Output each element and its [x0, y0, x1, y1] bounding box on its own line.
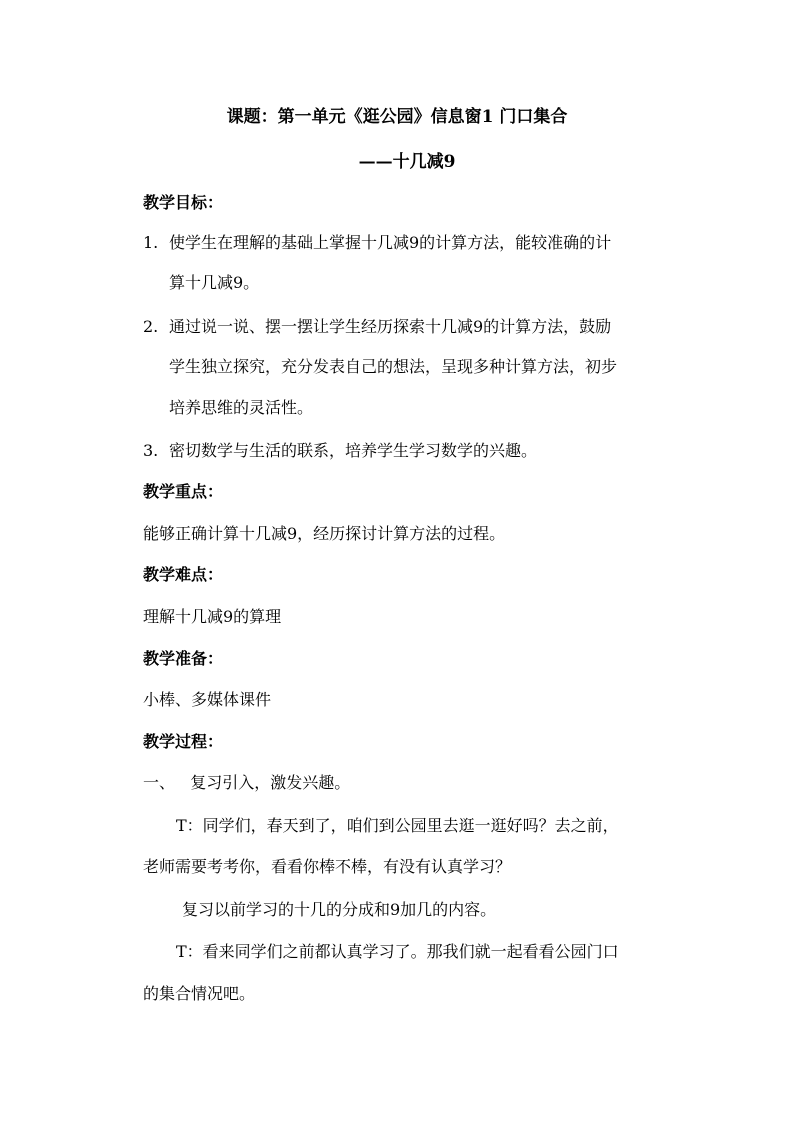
objectives-heading: 教学目标：	[143, 193, 224, 212]
objective-item-3	[143, 440, 537, 462]
preparation-heading: 教学准备：	[143, 649, 224, 668]
objective-item-1	[143, 232, 611, 254]
objective-item-2	[143, 316, 611, 338]
key-points-heading: 教学重点：	[143, 482, 224, 501]
objective-text: 使学生在理解的基础上掌握十几减9的计算方法，能较准确的计	[169, 233, 612, 252]
process-step-1: 一、 复习引入，激发兴趣。	[143, 773, 351, 792]
objective-number: 2.	[143, 317, 159, 336]
objective-item-1-cont: 算十几减9。	[169, 273, 260, 292]
objective-text: 通过说一说、摆一摆让学生经历探索十几减9的计算方法，鼓励	[169, 317, 612, 336]
objective-number: 1.	[143, 233, 159, 252]
preparation-text: 小棒、多媒体课件	[143, 690, 272, 709]
difficulties-text: 理解十几减9的算理	[143, 607, 282, 626]
objective-text: 密切数学与生活的联系，培养学生学习数学的兴趣。	[169, 441, 538, 460]
objective-item-2-cont-2: 培养思维的灵活性。	[169, 398, 314, 417]
objective-number: 3.	[143, 441, 159, 460]
process-paragraph-3-line-1: T：看来同学们之前都认真学习了。那我们就一起看看公园门口	[176, 942, 619, 961]
process-paragraph-1-line-2: 老师需要考考你，看看你棒不棒，有没有认真学习？	[143, 857, 512, 876]
process-heading: 教学过程：	[143, 732, 224, 751]
process-paragraph-3-line-2: 的集合情况吧。	[143, 984, 256, 1003]
document-title: 课题：第一单元《逛公园》信息窗1 门口集合	[226, 107, 568, 127]
process-paragraph-1-line-1: T：同学们，春天到了，咱们到公园里去逛一逛好吗？去之前，	[176, 816, 619, 835]
difficulties-heading: 教学难点：	[143, 565, 224, 584]
key-points-text: 能够正确计算十几减9，经历探讨计算方法的过程。	[143, 524, 506, 543]
document-subtitle: ——十几减9	[358, 152, 456, 172]
objective-item-2-cont-1: 学生独立探究，充分发表自己的想法，呈现多种计算方法，初步	[169, 357, 618, 376]
process-paragraph-2: 复习以前学习的十几的分成和9加几的内容。	[182, 900, 497, 919]
